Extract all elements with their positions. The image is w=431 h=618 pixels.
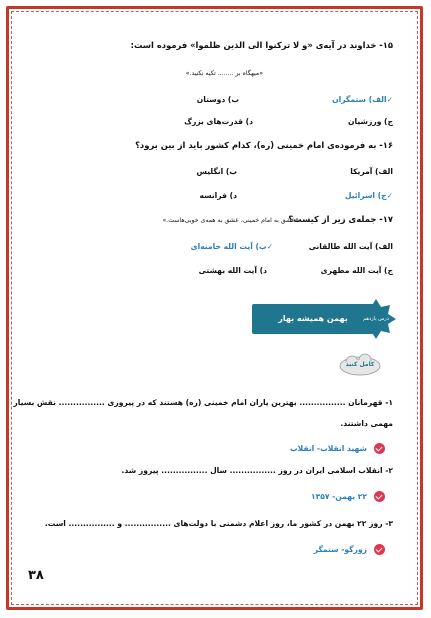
fill-1-line-1: ۱- قهرمانان ................ بهترین یاران امام خمینی (ره) هستند که در پیروزی ................ نقش بسیار: [13, 398, 393, 407]
answer-check-icon: [374, 491, 385, 502]
fill-2-line: ۲- انقلاب اسلامی ایران در روز ................ سال ................ پیروز شد.: [121, 466, 393, 475]
fill-2-answer: ۲۲ بهمن- ۱۳۵۷: [310, 492, 367, 501]
fill-3-line: ۳- روز ۲۲ بهمن در کشور ما، روز اعلام دشمنی با دولت‌های ................ و ................ است.: [44, 519, 393, 528]
q16-option-c: ✓ج) اسرائیل: [344, 191, 393, 200]
q16-option-b: ب) انگلیس: [196, 167, 237, 176]
fill-1-answer: شهید انقلاب- انقلاب: [289, 444, 367, 453]
fill-in-label: کامل کنید: [345, 361, 375, 368]
fill-3-answer: زورگو- ستمگر: [313, 545, 367, 554]
answer-check-icon: [374, 544, 385, 555]
checkmark-icon: ✓: [386, 95, 393, 104]
q17-option-d: د) آیت الله بهشتی: [198, 266, 267, 275]
fill-1-line-2: مهمی داشتند.: [340, 419, 393, 428]
q15-option-a: ✓الف) ستمگران: [332, 95, 393, 104]
q15-option-c: ج) ورزشیان: [348, 117, 393, 126]
q15-text: ۱۵- خداوند در آیه‌ی «و لا ترکنوا الی الذین ظلموا» فرموده است:: [130, 40, 393, 50]
q17-text: ۱۷- جمله‌ی زیر از کیست؟: [288, 214, 393, 224]
checkmark-icon: ✓: [386, 191, 393, 200]
q17-option-b: ✓ب) آیت الله خامنه‌ای: [190, 242, 273, 251]
lesson-title: بهمن همیشه بهار: [278, 314, 348, 323]
q17-option-c: ج) آیت الله مطهری: [320, 266, 393, 275]
answer-check-icon: [374, 443, 385, 454]
q16-text: ۱۶- به فرموده‌ی امام خمینی (ره)، کدام کشور باید از بین برود؟: [135, 140, 393, 150]
q16-option-d: د) فرانسه: [199, 191, 237, 200]
q17-quote: «عشق به امام خمینی، عشق به همه‌ی خوبی‌هاست.»: [162, 217, 299, 224]
q15-option-b: ب) دوستان: [196, 95, 239, 104]
q16-option-a: الف) آمریکا: [350, 167, 393, 176]
lesson-number: درس یازدهم: [363, 316, 389, 322]
q15-hint: «میهگاه بر ........ تکیه نکنید.»: [185, 70, 263, 77]
page-number: ۳۸: [28, 568, 44, 583]
checkmark-icon: ✓: [266, 242, 273, 251]
q17-option-a: الف) آیت الله طالقانی: [308, 242, 393, 251]
q15-option-d: د) قدرت‌های بزرگ: [184, 117, 253, 126]
